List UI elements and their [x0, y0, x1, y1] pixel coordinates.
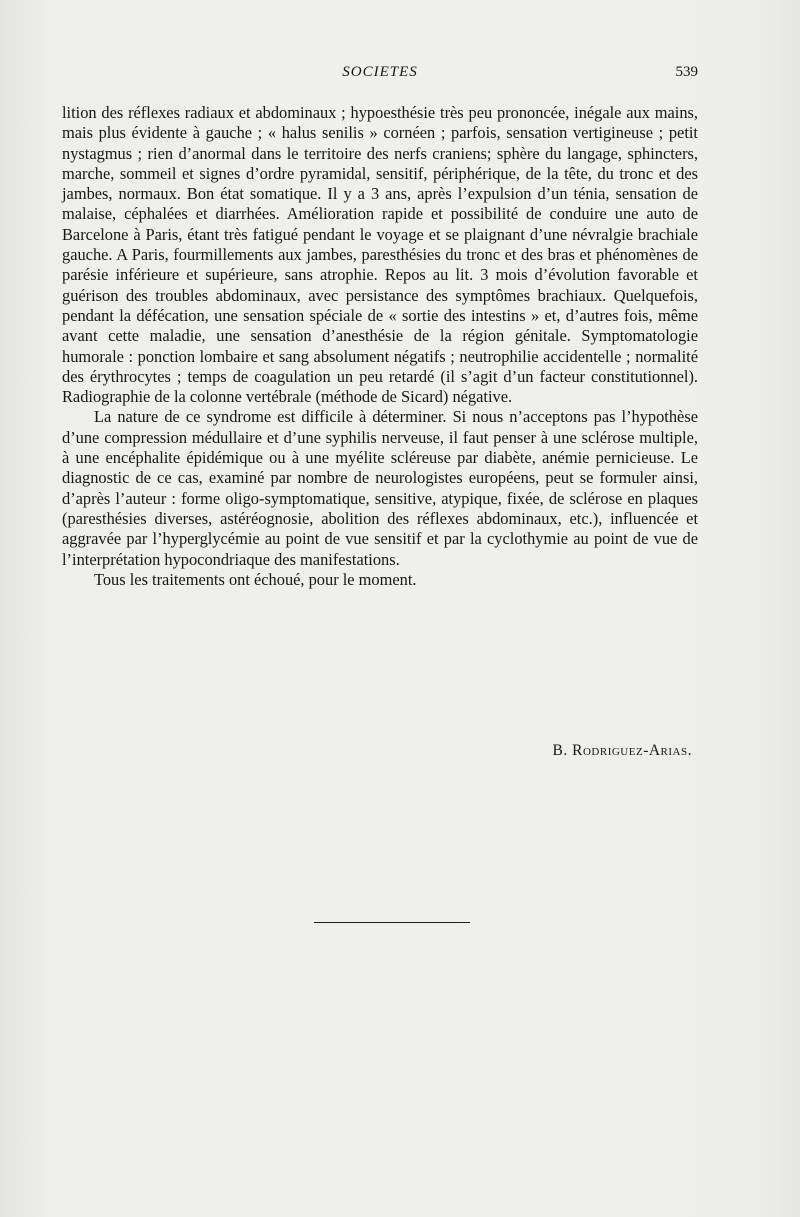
paragraph-case-report: lition des réflexes radiaux et abdominaux ; hypoesthésie très peu prononcée, inégale aux mains, mais plus évidente à gauche ; « halus senilis » cornéen ; parfois, sensation vertigineuse ; petit nystagmus ; rien d’anormal dans le territoire des nerfs craniens; sphère du langage, sphincters, marche, sommeil et signes d’ordre pyramidal, sensitif, périphérique, de la tête, du tronc et des jambes, normaux. Bon état somatique. Il y a 3 ans, après l’expulsion d’un ténia, sensation de malaise, céphalées et diarrhées. Amélioration rapide et possibilité de conduire une auto de Barcelone à Paris, étant très fatigué pendant le voyage et se plaignant d’une névralgie brachiale gauche. A Paris, fourmillements aux jambes, paresthésies du tronc et des bras et phénomènes de parésie inférieure et supérieure, sans atrophie. Repos au lit. 3 mois d’évolution favorable et guérison des troubles abdominaux, avec persistance des symptômes brachiaux. Quelquefois, pendant la défécation, une sensation spéciale de « sortie des intestins » et, d’autres fois, même avant cette maladie, une sensation d’anesthésie de la région génitale. Symptomatologie humorale : ponction lombaire et sang absolument négatifs ; neutrophilie accidentelle ; normalité des érythrocytes ; temps de coagulation un peu retardé (il s’agit d’un facteur constitutionnel). Radiographie de la colonne vertébrale (méthode de Sicard) négative.	[62, 103, 698, 407]
author-name: Rodriguez-Arias.	[572, 742, 692, 759]
author-signature	[553, 742, 692, 760]
author-initial: B.	[552, 742, 573, 759]
article-body	[62, 103, 698, 590]
page-number: 539	[675, 64, 698, 80]
paragraph-conclusion: Tous les traitements ont échoué, pour le moment.	[94, 569, 417, 589]
end-rule-divider	[314, 922, 470, 923]
running-head	[62, 64, 698, 86]
paragraph-discussion: La nature de ce syndrome est difficile à déterminer. Si nous n’acceptons pas l’hypothèse d’une compression médullaire et d’une syphilis nerveuse, il faut penser à une sclérose multiple, à une encéphalite épidémique ou à une myélite scléreuse par diabète, anémie pernicieuse. Le diagnostic de ce cas, examiné par nombre de neurologistes européens, peut se formuler ainsi, d’après l’auteur : forme oligo-symptomatique, sensitive, atypique, fixée, de sclérose en plaques (paresthésies diverses, astéréognosie, abolition des réflexes abdominaux, etc.), influencée et aggravée par l’hyperglycémie au point de vue sensitif et par la cyclothymie au point de vue de l’interprétation hypocondriaque des manifestations.	[62, 407, 698, 569]
running-title: SOCIETES	[342, 64, 418, 80]
